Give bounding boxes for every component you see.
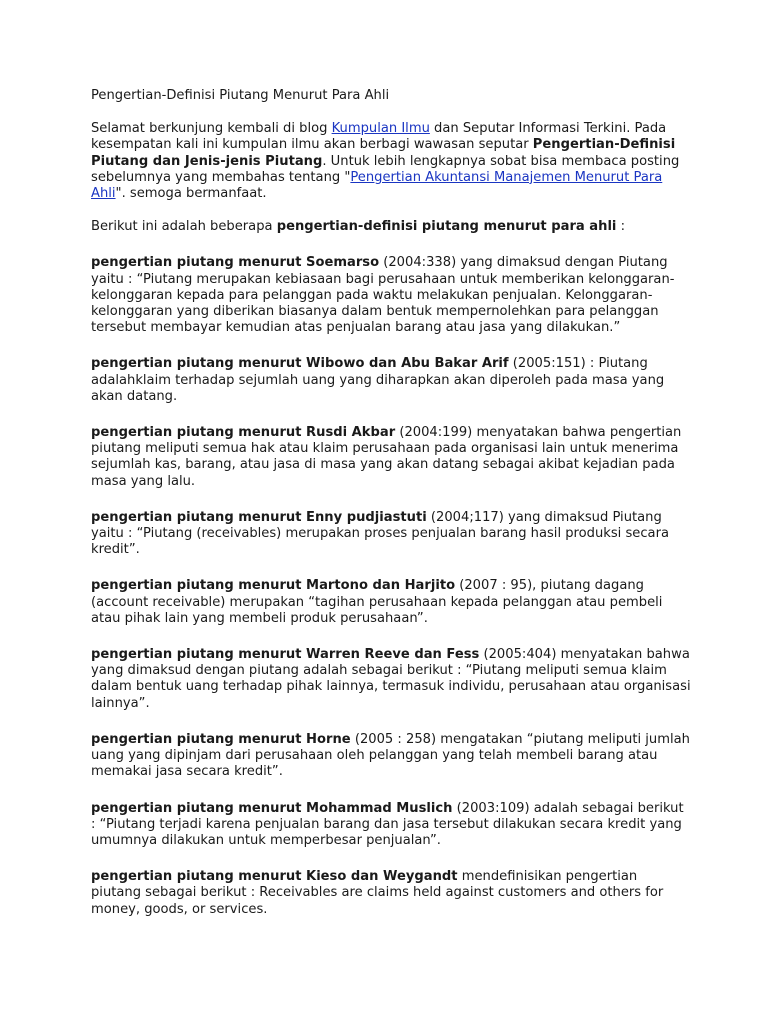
definition-paragraph xyxy=(91,801,691,850)
definition-body: (2005:151) : Piutang adalahklaim terhadap sejumlah uang yang diharapkan akan diperoleh pada masa yang akan datang. xyxy=(91,356,665,404)
definition-paragraph xyxy=(91,647,691,712)
definition-paragraph xyxy=(91,510,691,559)
definition-body: (2005 : 258) mengatakan “piutang meliputi jumlah uang yang dipinjam dari perusahaan oleh pelanggan yang telah membeli barang atau memakai jasa secara kredit”. xyxy=(91,731,690,780)
intro-paragraph xyxy=(91,121,691,202)
definition-body: (2004:338) yang dimaksud dengan Piutang yaitu : “Piutang merupakan kebiasaan bagi perusahaan untuk memberikan kelonggaran-kelonggaran kepada para pelanggan pada waktu melakukan penjualan. Kelonggaran-kelonggaran yang diberikan biasanya dalam bentuk mempernolehkan para pelanggan tersebut membayar kemudian atas penjualan barang atau jasa yang dilakukan.” xyxy=(91,255,675,336)
definition-paragraph xyxy=(91,255,691,336)
document-page xyxy=(91,88,691,938)
definition-heading: pengertian piutang menurut Rusdi Akbar xyxy=(91,425,396,441)
lead-bold-text: pengertian-definisi piutang menurut para ahli xyxy=(276,219,617,235)
definition-heading: pengertian piutang menurut Mohammad Muslich xyxy=(91,800,453,816)
definition-paragraph xyxy=(91,578,691,627)
definition-heading: pengertian piutang menurut Soemarso xyxy=(91,255,380,271)
intro-text: Selamat berkunjung kembali di blog xyxy=(91,121,332,137)
definition-heading: pengertian piutang menurut Wibowo dan Abu Bakar Arif xyxy=(91,356,509,372)
lead-text: Berikut ini adalah beberapa xyxy=(91,219,277,235)
lead-paragraph xyxy=(91,219,691,235)
definition-body: (2004:199) menyatakan bahwa pengertian piutang meliputi semua hak atau klaim perusahaan pada organisasi lain untuk menerima sejumlah kas, barang, atau jasa di masa yang akan datang sebagai akibat kejadian pada masa yang lalu. xyxy=(91,425,682,489)
intro-text: dan Seputar Informasi Terkini. Pada kesempatan kali ini kumpulan ilmu akan berbagi wawasan seputar xyxy=(91,121,667,153)
intro-text: ". semoga bermanfaat. xyxy=(115,186,267,202)
definition-paragraph xyxy=(91,732,691,781)
definition-body: (2005:404) menyatakan bahwa yang dimaksud dengan piutang adalah sebagai berikut : “Piutang meliputi semua klaim dalam bentuk uang terhadap pihak lainnya, termasuk individu, perusahaan atau organisasi lainnya”. xyxy=(91,647,691,711)
definition-body: (2003:109) adalah sebagai berikut : “Piutang terjadi karena penjualan barang dan jasa tersebut dilakukan secara kredit yang umumnya dilakukan untuk memperbesar penjualan”. xyxy=(91,800,684,848)
definition-paragraph xyxy=(91,425,691,490)
definition-body: mendefinisikan pengertian piutang sebagai berikut : Receivables are claims held against customers and others for money, goods, or services. xyxy=(91,869,664,917)
kumpulan-ilmu-link[interactable]: Kumpulan Ilmu xyxy=(331,121,430,137)
intro-bold-topic: Pengertian-Definisi Piutang dan Jenis-jenis Piutang xyxy=(91,137,676,169)
definition-heading: pengertian piutang menurut Warren Reeve dan Fess xyxy=(91,647,480,663)
definition-heading: pengertian piutang menurut Enny pudjiastuti xyxy=(91,509,427,525)
definition-paragraph xyxy=(91,869,691,918)
intro-text: . Untuk lebih lengkapnya sobat bisa membaca posting sebelumnya yang membahas tentang " xyxy=(91,153,680,185)
definition-body: (2004;117) yang dimaksud Piutang yaitu : “Piutang (receivables) merupakan proses penjualan barang hasil produksi secara kredit”. xyxy=(91,509,669,558)
definition-paragraph xyxy=(91,356,691,405)
lead-text: : xyxy=(616,219,626,235)
document-title: Pengertian-Definisi Piutang Menurut Para Ahli xyxy=(91,88,390,103)
akuntansi-manajemen-link[interactable]: Pengertian Akuntansi Manajemen Menurut Para Ahli xyxy=(91,169,663,202)
definition-heading: pengertian piutang menurut Horne xyxy=(91,731,351,747)
definition-body: (2007 : 95), piutang dagang (account receivable) merupakan “tagihan perusahaan kepada pelanggan atau pembeli atau pihak lain yang membeli produk perusahaan”. xyxy=(91,578,663,626)
definition-heading: pengertian piutang menurut Martono dan Harjito xyxy=(91,578,456,594)
definition-heading: pengertian piutang menurut Kieso dan Weygandt xyxy=(91,869,458,885)
